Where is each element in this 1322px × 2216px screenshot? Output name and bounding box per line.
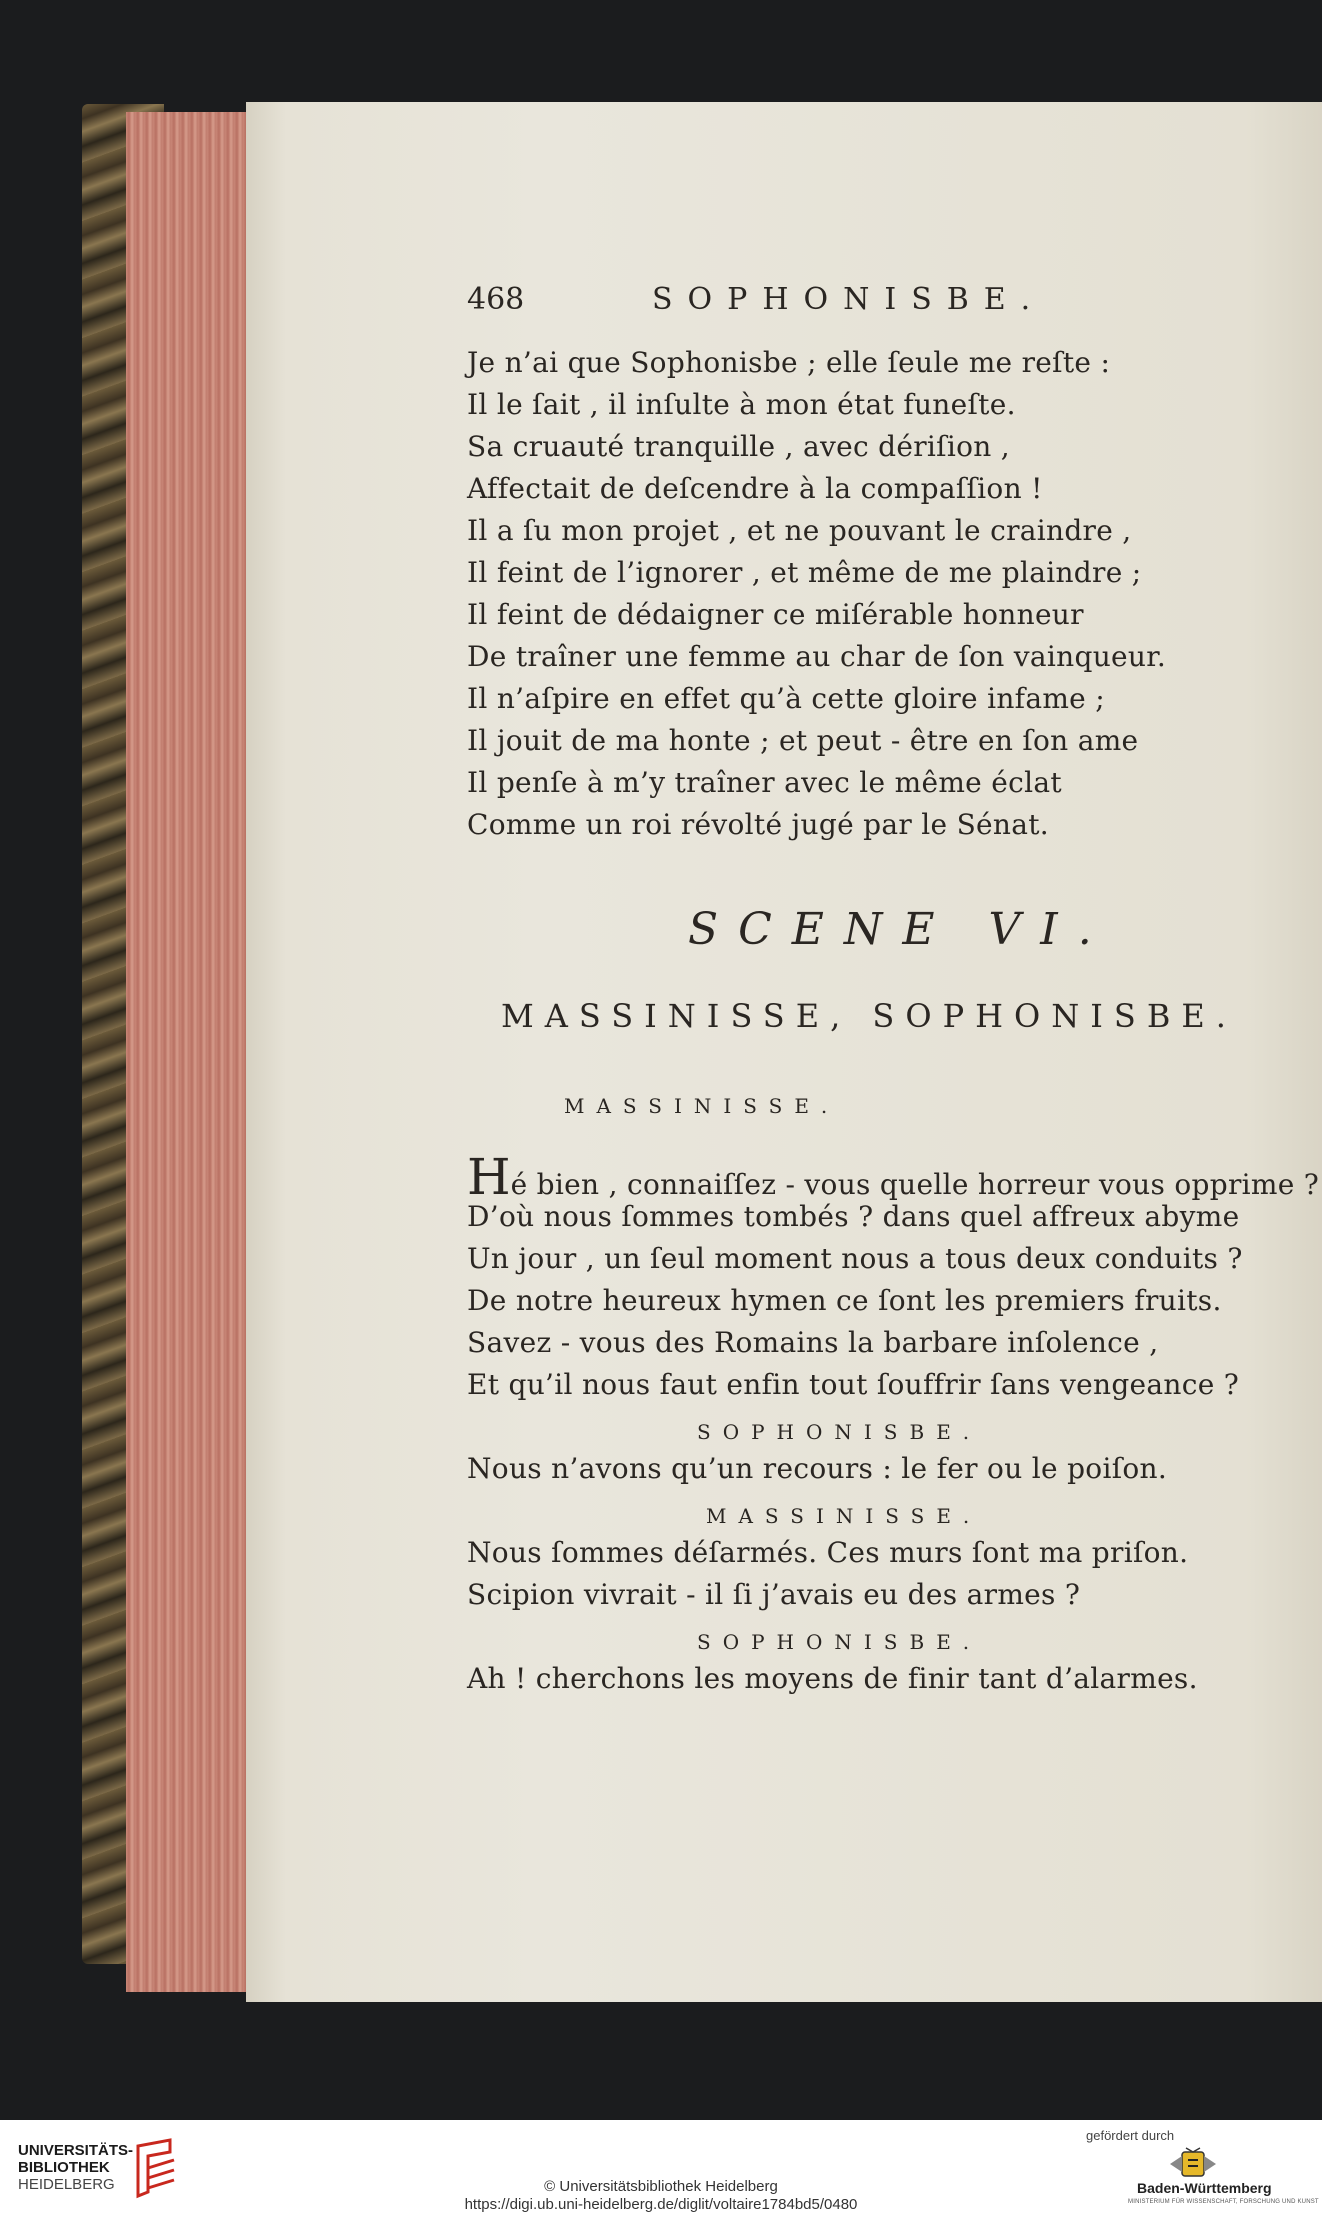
drop-cap: H	[467, 1148, 511, 1206]
library-name-line: BIBLIOTHEK	[18, 2159, 110, 2176]
verse-line: Scipion vivrait - il ſi j’avais eu des armes ?	[467, 1578, 1081, 1611]
verse-line: D’où nous ſommes tombés ? dans quel affreux abyme	[467, 1200, 1240, 1233]
verse-line: Sa cruauté tranquille , avec dériſion ,	[467, 430, 1010, 463]
running-title: SOPHONISBE.	[652, 282, 1046, 317]
verse-line: Un jour , un ſeul moment nous a tous deux conduits ?	[467, 1242, 1243, 1275]
verse-line: Ah ! cherchons les moyens de finir tant d’alarmes.	[467, 1662, 1198, 1695]
verse-line: Savez - vous des Romains la barbare inſolence ,	[467, 1326, 1159, 1359]
verse-line: Il le ſait , il inſulte à mon état funeſte.	[467, 388, 1016, 421]
funded-by-label: gefördert durch	[1086, 2128, 1175, 2143]
verse-line: De traîner une femme au char de ſon vainqueur.	[467, 640, 1167, 673]
verse-line	[467, 1148, 1320, 1206]
verse-line: Et qu’il nous faut enfin tout ſouffrir ſans vengeance ?	[467, 1368, 1240, 1401]
verse-line: Nous n’avons qu’un recours : le fer ou le poiſon.	[467, 1452, 1168, 1485]
speaker-name: SOPHONISBE.	[697, 1630, 982, 1654]
funder-subtitle: MINISTERIUM FÜR WISSENSCHAFT, FORSCHUNG UND KUNST	[1128, 2199, 1319, 2205]
copyright-text: © Universitätsbibliothek Heidelberg	[544, 2178, 778, 2195]
verse-line: Je n’ai que Sophonisbe ; elle ſeule me reſte :	[467, 346, 1111, 379]
verse-line: Il feint de l’ignorer , et même de me plaindre ;	[467, 556, 1142, 589]
verse-line: Il feint de dédaigner ce miſérable honneur	[467, 598, 1084, 631]
scene-heading: SCENE VI.	[688, 904, 1112, 955]
speaker-name: MASSINISSE.	[564, 1094, 840, 1118]
characters-heading: MASSINISSE, SOPHONISBE.	[501, 997, 1237, 1035]
funder-name[interactable]: Baden-Württemberg	[1137, 2180, 1272, 2196]
coat-of-arms-icon	[1168, 2146, 1218, 2180]
library-name-line: HEIDELBERG	[18, 2176, 115, 2193]
verse-line: Il a ſu mon projet , et ne pouvant le craindre ,	[467, 514, 1132, 547]
speaker-name: SOPHONISBE.	[697, 1420, 982, 1444]
permalink-url[interactable]: https://digi.ub.uni-heidelberg.de/diglit/voltaire1784bd5/0480	[464, 2196, 858, 2213]
page-header	[467, 282, 1287, 322]
page-number: 468	[467, 282, 525, 317]
verse-line: Il penſe à m’y traîner avec le même éclat	[467, 766, 1062, 799]
verse-line: Il n’aſpire en effet qu’à cette gloire infame ;	[467, 682, 1105, 715]
verse-line: De notre heureux hymen ce ſont les premiers fruits.	[467, 1284, 1222, 1317]
book-page	[246, 102, 1322, 2002]
verse-line: Comme un roi révolté jugé par le Sénat.	[467, 808, 1049, 841]
verse-line-rest: é bien , connaiſſez - vous quelle horreur vous opprime ?	[510, 1168, 1320, 1201]
page-edges	[126, 112, 256, 1992]
library-name-line: UNIVERSITÄTS-	[18, 2142, 134, 2159]
verse-line: Nous ſommes déſarmés. Ces murs ſont ma priſon.	[467, 1536, 1189, 1569]
footer-bar	[0, 2120, 1322, 2216]
verse-line: Il jouit de ma honte ; et peut - être en ſon ame	[467, 724, 1139, 757]
verse-line: Affectait de deſcendre à la compaſſion !	[467, 472, 1043, 505]
speaker-name: MASSINISSE.	[706, 1504, 982, 1528]
